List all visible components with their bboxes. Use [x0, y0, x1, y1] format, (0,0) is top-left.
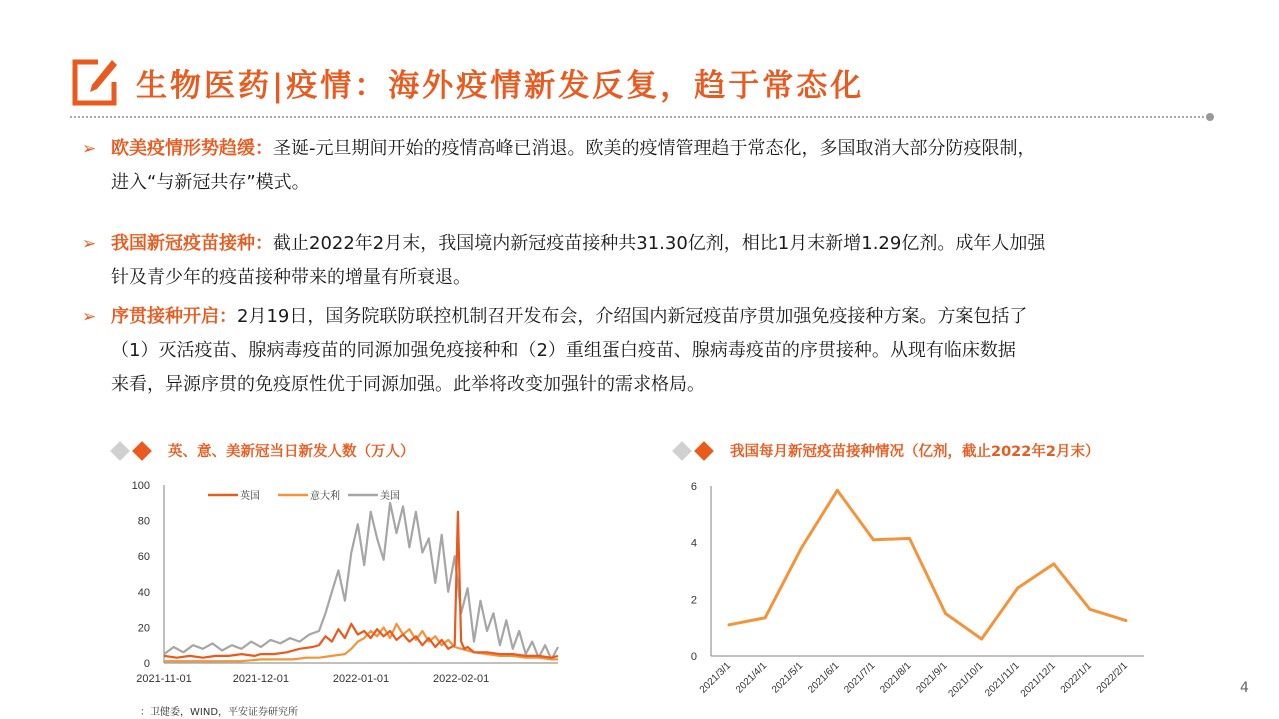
x-tick-label: 2021/7/1: [842, 660, 878, 696]
bullet-highlight: 我国新冠疫苗接种：: [111, 233, 273, 254]
y-tick-label: 20: [137, 622, 150, 635]
data-point: [908, 537, 911, 540]
bullet-sequential: [82, 300, 1222, 402]
x-tick-label: 2021/11/1: [983, 660, 1022, 700]
bullet-text: 截止2022年2月末，我国境内新冠疫苗接种共31.30亿剂，相比1月末新增1.29亿剂。成年人加强: [273, 233, 1046, 254]
source-note: ：卫健委，WIND，平安证券研究所: [140, 707, 299, 718]
x-tick-label: 2022-02-01: [432, 673, 490, 685]
bullet-arrow-icon: ➢: [82, 139, 97, 159]
bullet-highlight: 序贯接种开启：: [111, 306, 237, 327]
x-tick-label: 2022-01-01: [332, 673, 390, 685]
x-tick-label: 2021/6/1: [806, 660, 842, 696]
series-line-us: [164, 503, 558, 660]
bullet-highlight: 欧美疫情形势趋缓：: [111, 138, 273, 159]
y-tick-label: 60: [137, 551, 150, 564]
legend-label: 英国: [240, 491, 260, 502]
page-title: 生物医药|疫情：海外疫情新发反复，趋于常态化: [136, 68, 865, 104]
right-chart-title: 我国每月新冠疫苗接种情况（亿剂，截止2022年2月末）: [730, 444, 1100, 460]
data-point: [800, 547, 803, 550]
data-point: [944, 612, 947, 615]
x-tick-label: 2021/9/1: [914, 660, 950, 696]
y-tick-label: 40: [137, 586, 150, 599]
x-tick-label: 2022/1/1: [1058, 660, 1094, 696]
x-tick-label: 2021-12-01: [232, 673, 290, 685]
diamond-decoration-icon: [108, 438, 162, 464]
bullet-text: 来看，异源序贯的免疫原性优于同源加强。此举将改变加强针的需求格局。: [111, 374, 705, 395]
y-tick-label: 6: [690, 481, 697, 493]
bullet-text: 2月19日，国务院联防联控机制召开发布会，介绍国内新冠疫苗序贯加强免疫接种方案。方案包括了: [237, 306, 1028, 327]
bullet-text: 圣诞-元旦期间开始的疫情高峰已消退。欧美的疫情管理趋于常态化，多国取消大部分防疫限制，: [273, 138, 1036, 159]
y-tick-label: 0: [690, 651, 697, 663]
bullet-text: （1）灭活疫苗、腺病毒疫苗的同源加强免疫接种和（2）重组蛋白疫苗、腺病毒疫苗的序贯接种。从现有临床数据: [111, 340, 1016, 361]
pencil-square-icon: [70, 56, 120, 108]
series-line-vaccinations: [729, 490, 1126, 639]
y-tick-label: 2: [690, 594, 697, 607]
bullet-arrow-icon: ➢: [82, 307, 97, 327]
title-divider: [70, 116, 1212, 118]
x-tick-label: 2021/12/1: [1018, 660, 1058, 700]
x-tick-label: 2021/4/1: [733, 660, 770, 696]
legend-label: 美国: [380, 491, 400, 502]
data-point: [1052, 562, 1055, 565]
data-point: [872, 538, 875, 541]
data-point: [1088, 608, 1091, 611]
bullet-arrow-icon: ➢: [82, 234, 97, 254]
y-tick-label: 80: [137, 515, 150, 528]
data-point: [980, 638, 983, 641]
divider-end-dot: [1206, 113, 1214, 121]
bullet-text: 进入“与新冠共存”模式。: [111, 172, 310, 193]
x-tick-label: 2021/5/1: [770, 660, 806, 696]
x-tick-label: 2021/10/1: [946, 660, 986, 700]
vaccine-monthly-chart: [670, 470, 1150, 718]
x-tick-label: 2022/2/1: [1094, 660, 1131, 696]
data-point: [836, 489, 839, 492]
y-tick-label: 100: [131, 480, 150, 492]
y-tick-label: 0: [143, 658, 150, 670]
left-chart-title: 英、意、美新冠当日新发人数（万人）: [168, 444, 415, 460]
x-tick-label: 2021-11-01: [136, 673, 192, 685]
covid-cases-chart: [110, 470, 570, 695]
bullet-europe-us: [82, 132, 1222, 200]
page-number: 4: [1240, 680, 1249, 696]
bullet-china-vaccine: [82, 227, 1222, 295]
diamond-decoration-icon: [670, 438, 724, 464]
legend-label: 意大利: [310, 491, 340, 502]
data-point: [728, 623, 731, 626]
x-tick-label: 2021/3/1: [697, 660, 734, 696]
data-point: [764, 616, 767, 619]
y-tick-label: 4: [690, 537, 697, 550]
data-point: [1016, 587, 1019, 590]
data-point: [1124, 619, 1127, 622]
bullet-text: 针及青少年的疫苗接种带来的增量有所衰退。: [111, 267, 471, 288]
x-tick-label: 2021/8/1: [878, 660, 914, 696]
